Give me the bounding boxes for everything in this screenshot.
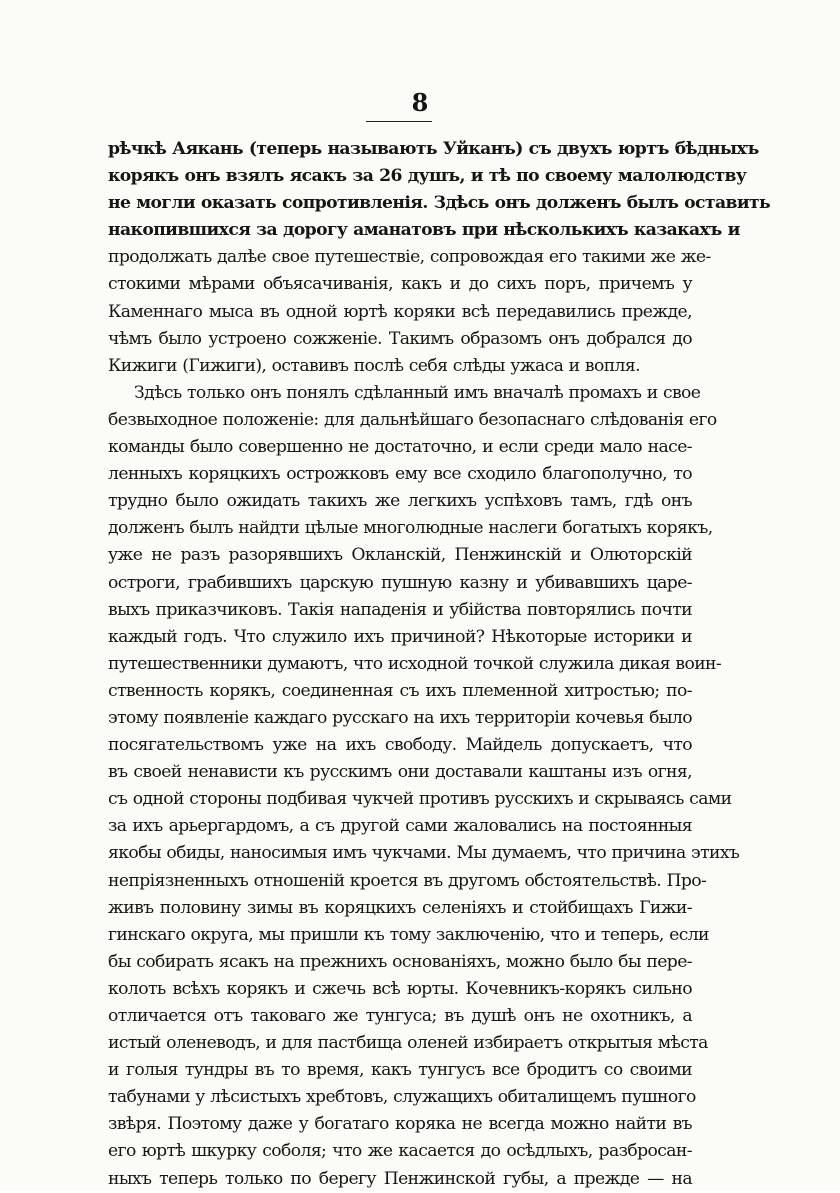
text-line: путешественники думаютъ, что исходной точкой служила дикая воин- (108, 653, 722, 674)
text-line: корякъ онъ взялъ ясакъ за 26 душъ, и тѣ по своему малолюдству (108, 166, 747, 187)
text-line: табунами у лѣсистыхъ хребтовъ, служащихъ обиталищемъ пушного (108, 1087, 696, 1108)
text-line: ленныхъ коряцкихъ острожковъ ему все сходило благополучно, то (108, 464, 692, 485)
page-number-rule (366, 121, 432, 122)
text-line: продолжать далѣе свое путешествіе, сопровождая его такими же же- (108, 247, 711, 268)
text-line: ныхъ теперь только по берегу Пенжинской губы, а прежде — на (108, 1168, 692, 1189)
text-line: въ своей ненависти къ русскимъ они доставали каштаны изъ огня, (108, 762, 692, 783)
text-line: команды было совершенно не достаточно, и если среди мало насе- (108, 437, 692, 458)
text-line: звѣря. Поэтому даже у богатаго коряка не всегда можно найти въ (108, 1114, 692, 1135)
text-line: этому появленіе каждаго русскаго на ихъ территоріи кочевья было (108, 707, 692, 728)
text-line: гинскаго округа, мы пришли къ тому заключенію, что и теперь, если (108, 924, 709, 945)
text-line: якобы обиды, наносимыя имъ чукчами. Мы думаемъ, что причина этихъ (108, 843, 740, 864)
text-line: отличается отъ таковаго же тунгуса; въ душѣ онъ не охотникъ, а (108, 1006, 692, 1026)
text-line: не могли оказать сопротивленія. Здѣсь онъ долженъ былъ оставить (108, 193, 771, 214)
text-line: долженъ былъ найдти цѣлые многолюдные наслеги богатыхъ корякъ, (108, 518, 713, 539)
text-line: живъ половину зимы въ коряцкихъ селеніяхъ и стойбищахъ Гижи- (108, 897, 692, 918)
paragraph (108, 136, 771, 380)
page-number: 8 (411, 88, 429, 117)
text-line: бы собирать ясакъ на прежнихъ основаніяхъ, можно было бы пере- (108, 951, 692, 972)
text-line: Каменнаго мыса въ одной юртѣ коряки всѣ передавились прежде, (108, 301, 692, 322)
text-line: и голыя тундры въ то время, какъ тунгусъ все бродитъ со своими (108, 1060, 692, 1081)
text-line: посягательствомъ уже на ихъ свободу. Майдель допускаетъ, что (108, 735, 692, 756)
text-line: ственность корякъ, соединенная съ ихъ племенной хитростью; по- (108, 680, 692, 701)
text-line: рѣчкѣ Аякань (теперь называють Уйканъ) съ двухъ юртъ бѣдныхъ (108, 139, 759, 159)
text-line: его юртѣ шкурку соболя; что же касается до осѣдлыхъ, разбросан- (108, 1141, 692, 1162)
text-line: непріязненныхъ отношеній кроется въ другомъ обстоятельствѣ. Про- (108, 870, 707, 891)
text-line: безвыходное положеніе: для дальнѣйшаго безопаснаго слѣдованія его (108, 409, 717, 430)
text-line: уже не разъ разорявшихъ Окланскій, Пенжинскій и Олюторскій (108, 545, 692, 566)
text-line: чѣмъ было устроено сожженіе. Такимъ образомъ онъ добрался до (108, 328, 692, 349)
text-line: Кижиги (Гижиги), оставивъ послѣ себя слѣды ужаса и вопля. (108, 355, 640, 376)
paragraph (108, 380, 740, 1193)
text-line: за ихъ арьергардомъ, а съ другой сами жаловались на постоянныя (108, 816, 692, 837)
text-line: остроги, грабившихъ царскую пушную казну и убивавшихъ царе- (108, 572, 692, 593)
text-line: трудно было ожидать такихъ же легкихъ успѣховъ тамъ, гдѣ онъ (108, 491, 692, 512)
text-line: Здѣсь только онъ понялъ сдѣланный имъ вначалѣ промахъ и свое (134, 382, 701, 403)
text-line: каждый годъ. Что служило ихъ причиной? Нѣкоторые историки и (108, 626, 692, 647)
text-line: истый оленеводъ, и для пастбища оленей избираетъ открытыя мѣста (108, 1033, 708, 1054)
text-line: выхъ приказчиковъ. Такія нападенія и убійства повторялись почти (108, 599, 692, 620)
text-line: накопившихся за дорогу аманатовъ при нѣсколькихъ казакахъ и (108, 220, 740, 241)
text-line: стокими мѣрами объясачиванія, какъ и до сихъ поръ, причемъ у (108, 274, 692, 295)
text-line: съ одной стороны подбивая чукчей противъ русскихъ и скрываясь сами (108, 789, 732, 810)
text-line: колоть всѣхъ корякъ и сжечь всѣ юрты. Кочевникъ-корякъ сильно (108, 978, 692, 999)
body-text (108, 136, 771, 1193)
